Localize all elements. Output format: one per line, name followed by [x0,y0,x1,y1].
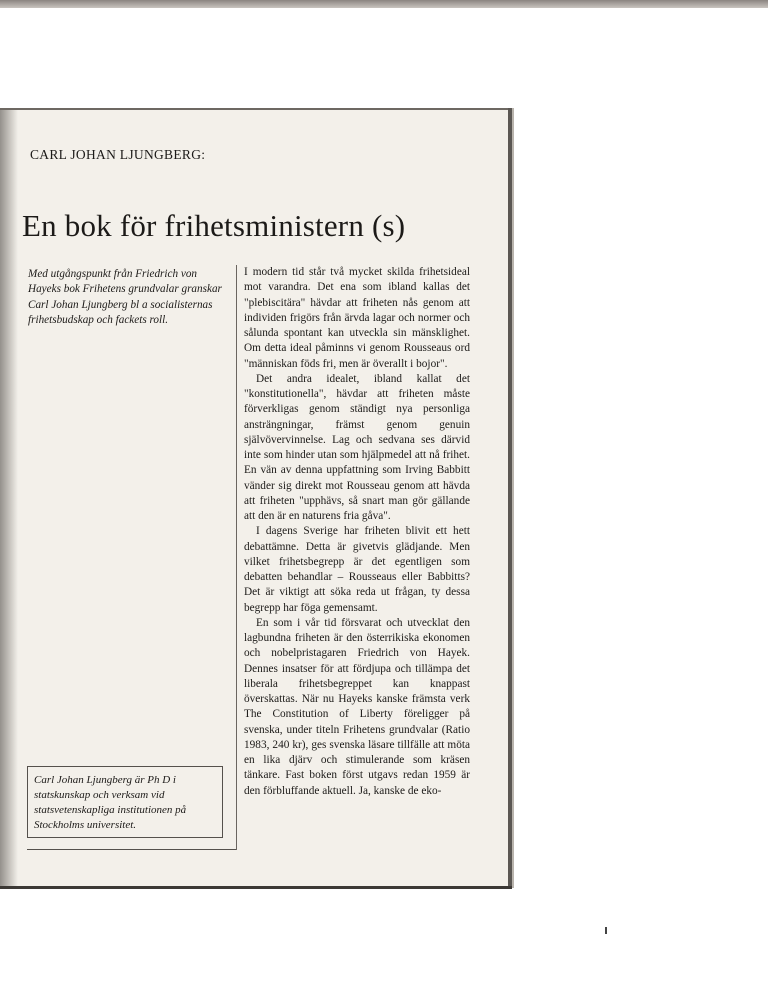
article-lead: Med utgångspunkt från Friedrich von Hayeks bok Frihetens grundvalar granskar Carl Johan Ljungberg bl a socialisternas frihetsbudskap och fackets roll. [28,268,222,327]
page-top-edge [0,108,508,110]
scan-top-edge [0,0,768,8]
body-paragraph: I dagens Sverige har friheten blivit ett hett debattämne. Detta är givetvis glädjande. Men vilket frihetsbegrepp är det egentligen som debatten behandlar – Rousseaus eller Babbitts? Det är viktigt att söka reda ut frågan, ty dessa begrepp har föga gemensamt. [244,525,470,614]
page-binding-shadow [0,110,18,886]
article-title: En bok för frihetsministern (s) [22,208,406,243]
article-body [244,265,470,799]
body-paragraph: En som i vår tid försvarat och utvecklat den lagbundna friheten är den österrikiska ekonomen och nobelpristagaren Friedrich von Hayek. Dennes insatser för att fördjupa och tillämpa det liberala frihetsbegreppet kan knappast överskattas. När nu Hayeks kanske främsta verk The Constitution of Liberty föreligger på svenska, under titeln Frihetens grundvalar (Ratio 1983, 240 kr), ges svenska läsare tillfälle att möta en lika djärv och stimulerande som kräsen tänkare. Fast boken först utgavs redan 1959 är den förbluffande aktuell. Ja, kanske de eko- [244,616,470,797]
body-paragraph: I modern tid står två mycket skilda frihetsideal mot varandra. Det ena som ibland kallas det "plebiscitära" hävdar att friheten nås genom att individen frigörs från ärvda lagar och normer och sålunda spontant kan utveckla sin mänsklighet. Om detta ideal påminns vi genom Rousseaus ord "människan föds fri, men är överallt i bojor". [244,266,470,370]
body-paragraph: Det andra idealet, ibland kallat det "konstitutionella", hävdar att friheten måste förverkligas genom ständigt nya personliga ansträngningar, främst genom genuin självövervinnelse. Lag och sedvana ses därvid inte som hinder utan som hjälpmedel att nå frihet. En vän av denna uppfattning som Irving Babbitt vänder sig direkt mot Rousseau genom att hävda att friheten "upphävs, så snart man gör gällande att den är en naturens fria gåva". [244,372,470,522]
page-bottom-edge [0,886,512,889]
column-divider [236,265,237,850]
scan-margin-mark [605,927,607,934]
column-bottom-rule [27,849,236,850]
author-byline: CARL JOHAN LJUNGBERG: [30,147,206,162]
author-note-box: Carl Johan Ljungberg är Ph D i statskunskap och verksam vid statsvetenskapliga institutionen på Stockholms universitet. [27,766,223,838]
